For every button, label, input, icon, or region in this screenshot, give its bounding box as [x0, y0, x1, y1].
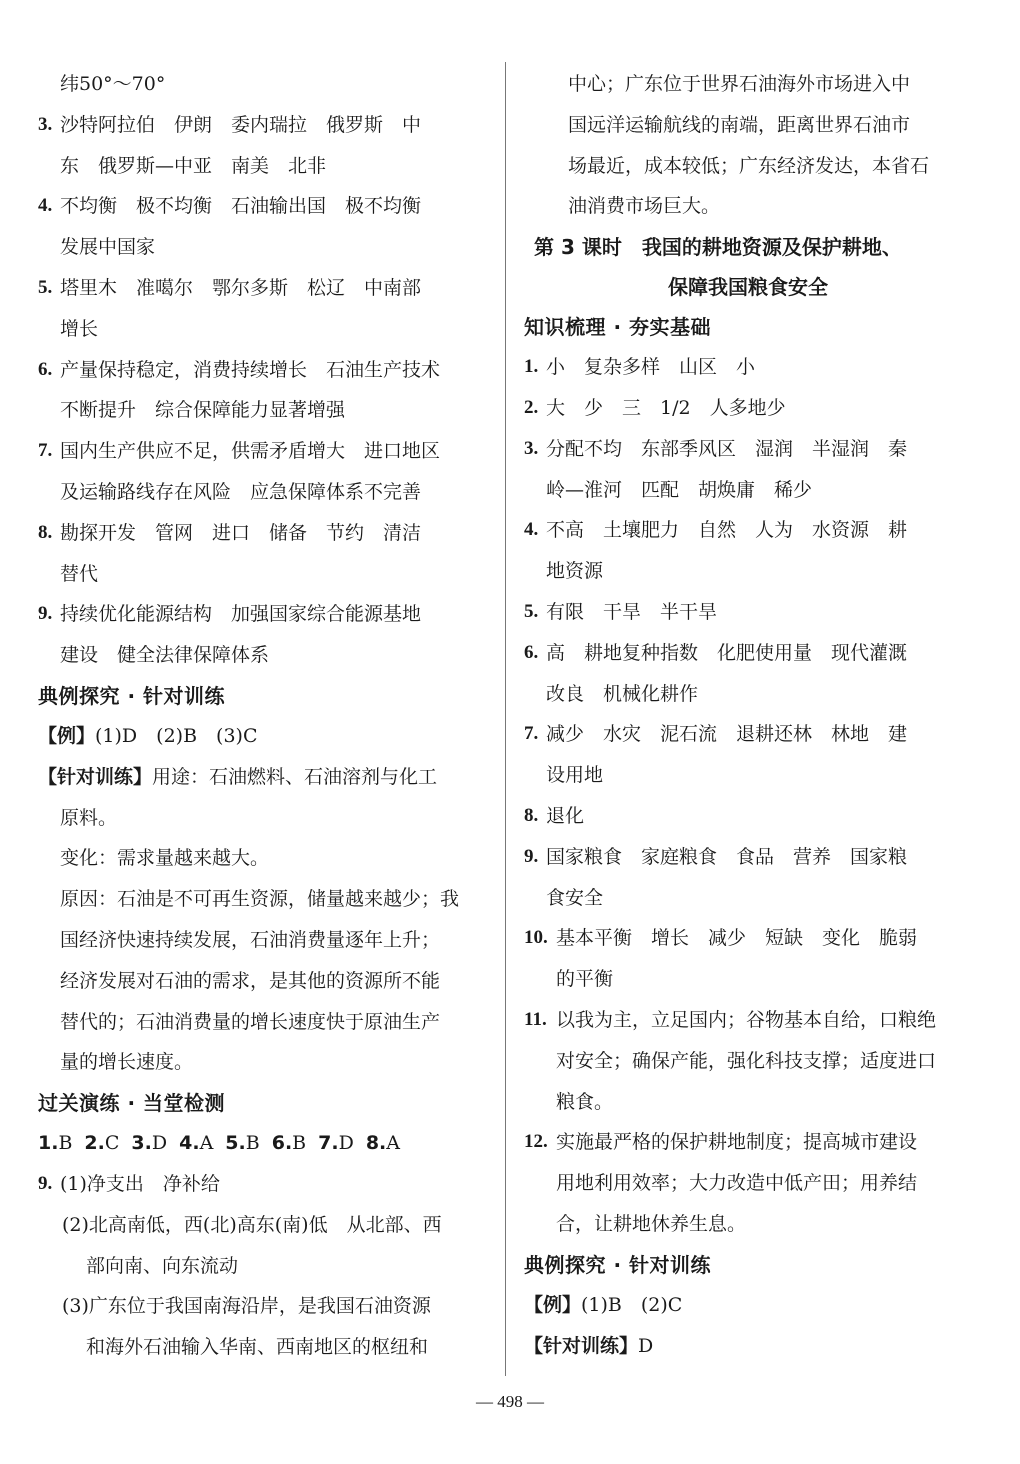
list-item	[524, 714, 972, 796]
answer-number: 3.	[131, 1132, 152, 1155]
answer-value: A	[386, 1132, 401, 1155]
item-line: 增长	[60, 317, 99, 340]
item-line: 设用地	[546, 764, 604, 787]
item-number: 8.	[38, 521, 53, 543]
item-number: 7.	[524, 723, 539, 745]
item-number: 7.	[38, 440, 53, 462]
list-item	[38, 105, 486, 187]
example-answer-2	[524, 1285, 972, 1326]
item-line: 沙特阿拉伯 伊朗 委内瑞拉 俄罗斯 中	[60, 113, 422, 136]
list-item	[524, 1122, 972, 1244]
example-label-2: 【例】	[524, 1293, 582, 1316]
list-item	[524, 837, 972, 919]
choice-answers-row	[38, 1123, 486, 1164]
item-line: 建设 健全法律保障体系	[60, 644, 270, 667]
item-line: 持续优化能源结构 加强国家综合能源基地	[60, 603, 422, 626]
answer-number: 8.	[365, 1132, 387, 1155]
item-line: 国家粮食 家庭粮食 食品 营养 国家粮	[546, 845, 908, 868]
answer-value: D	[151, 1132, 168, 1155]
answer-number: 4.	[179, 1132, 200, 1155]
training-answer	[38, 757, 486, 1083]
list-item	[524, 347, 972, 388]
page-number: — 498 —	[476, 1392, 544, 1411]
item-line: 发展中国家	[60, 236, 156, 259]
example-text: (1)D (2)B (3)C	[95, 724, 258, 747]
item-number: 2.	[524, 396, 539, 418]
item-number: 4.	[38, 195, 53, 217]
item-number: 5.	[38, 276, 53, 298]
left-answer-list	[38, 105, 486, 676]
question-number: 9.	[38, 1172, 53, 1194]
section-heading-example-2: 典例探究 · 针对训练	[524, 1252, 712, 1277]
item-line: 减少 水灾 泥石流 退耕还林 林地 建	[546, 723, 908, 746]
column-divider	[505, 62, 506, 1376]
continuation-line: 油消费市场巨大。	[568, 195, 721, 218]
item-line: 粮食。	[556, 1090, 614, 1113]
list-item	[524, 796, 972, 837]
item-line: 岭—淮河 匹配 胡焕庸 稀少	[546, 478, 813, 501]
q9-part-2-line-0: (2)北高南低，西(北)高东(南)低 从北部、西	[62, 1213, 442, 1236]
item-number: 10.	[524, 927, 548, 949]
item-line: 不均衡 极不均衡 石油输出国 极不均衡	[60, 195, 422, 218]
item-number: 1.	[524, 356, 539, 378]
change-line: 变化：需求量越来越大。	[60, 847, 270, 870]
example-label: 【例】	[38, 724, 96, 747]
list-item	[524, 388, 972, 429]
item-number: 11.	[524, 1008, 547, 1030]
reason-line-1: 国经济快速持续发展，石油消费量逐年上升；	[60, 928, 441, 951]
item-line: 不高 土壤肥力 自然 人为 水资源 耕	[546, 519, 908, 542]
item-line: 东 俄罗斯—中亚 南美 北非	[60, 154, 327, 177]
item-line: 退化	[546, 804, 585, 827]
item-number: 8.	[524, 804, 539, 826]
list-item	[524, 1000, 972, 1122]
list-item	[38, 513, 486, 595]
list-item	[524, 592, 972, 633]
right-answer-list	[524, 347, 972, 1245]
item-line: 实施最严格的保护耕地制度；提高城市建设	[556, 1131, 918, 1154]
item-line: 国内生产供应不足，供需矛盾增大 进口地区	[60, 440, 441, 463]
list-item	[38, 268, 486, 350]
q9-part-1: (1)净支出 净补给	[60, 1172, 220, 1195]
answer-number: 1.	[38, 1132, 59, 1155]
item-number: 12.	[524, 1131, 548, 1153]
training-label-2: 【针对训练】	[524, 1334, 639, 1357]
item-line: 改良 机械化耕作	[546, 682, 699, 705]
item-line: 的平衡	[556, 968, 614, 991]
item-line: 小 复杂多样 山区 小	[546, 356, 756, 379]
answer-number: 2.	[84, 1132, 105, 1155]
item-line: 以我为主，立足国内；谷物基本自给，口粮绝	[556, 1008, 937, 1031]
continuation-line: 纬50°～70°	[60, 73, 166, 95]
list-item	[524, 918, 972, 1000]
example-text-2: (1)B (2)C	[581, 1293, 683, 1316]
list-item	[524, 633, 972, 715]
training-line-1: 原料。	[60, 806, 118, 829]
item-number: 3.	[38, 113, 53, 135]
right-column	[524, 64, 972, 1366]
item-number: 9.	[524, 845, 539, 867]
item-number: 6.	[38, 358, 53, 380]
item-line: 替代	[60, 562, 99, 585]
continuation-line: 国远洋运输航线的南端，距离世界石油市	[568, 113, 911, 136]
question-9	[38, 1164, 486, 1205]
example-answer	[38, 716, 486, 757]
item-line: 勘探开发 管网 进口 储备 节约 清洁	[60, 521, 422, 544]
lesson-title-line-2: 保障我国粮食安全	[668, 275, 828, 300]
item-line: 及运输路线存在风险 应急保障体系不完善	[60, 480, 422, 503]
answer-value: B	[292, 1132, 307, 1155]
list-item	[38, 186, 486, 268]
answer-value: A	[199, 1132, 214, 1155]
item-number: 4.	[524, 519, 539, 541]
section-heading-example: 典例探究 · 针对训练	[38, 683, 226, 708]
answer-number: 6.	[271, 1132, 293, 1155]
training-line-0: 用途：石油燃料、石油溶剂与化工	[152, 765, 438, 788]
answer-value: B	[58, 1132, 73, 1155]
item-line: 用地利用效率；大力改造中低产田；用养结	[556, 1172, 918, 1195]
answer-value: D	[338, 1132, 354, 1155]
training-text-2: D	[638, 1334, 654, 1357]
continuation-line: 中心；广东位于世界石油海外市场进入中	[568, 73, 911, 95]
item-line: 基本平衡 增长 减少 短缺 变化 脆弱	[556, 927, 918, 950]
answer-number: 7.	[318, 1132, 339, 1155]
item-number: 9.	[38, 603, 53, 625]
reason-line-3: 替代的；石油消费量的增长速度快于原油生产	[60, 1010, 441, 1033]
item-line: 不断提升 综合保障能力显著增强	[60, 399, 346, 422]
reason-line-2: 经济发展对石油的需求，是其他的资源所不能	[60, 969, 441, 992]
q9-part-2-line-1: 部向南、向东流动	[86, 1254, 239, 1277]
list-item	[38, 594, 486, 676]
list-item	[38, 350, 486, 432]
item-line: 高 耕地复种指数 化肥使用量 现代灌溉	[546, 641, 908, 664]
section-heading-knowledge: 知识梳理 · 夯实基础	[524, 315, 712, 340]
item-number: 3.	[524, 437, 539, 459]
training-answer-2	[524, 1326, 972, 1367]
answer-value: C	[104, 1132, 120, 1155]
list-item	[38, 431, 486, 513]
lesson-title-line-1: 第 3 课时 我国的耕地资源及保护耕地、	[534, 235, 902, 260]
q9-part-3-line-1: 和海外石油输入华南、西南地区的枢纽和	[86, 1336, 429, 1359]
answer-number: 5.	[225, 1132, 246, 1155]
item-line: 食安全	[546, 886, 604, 909]
item-line: 产量保持稳定，消费持续增长 石油生产技术	[60, 358, 441, 381]
item-line: 大 少 三 1/2 人多地少	[546, 396, 786, 419]
item-number: 6.	[524, 641, 539, 663]
item-line: 合，让耕地休养生息。	[556, 1212, 747, 1235]
answer-value: B	[245, 1132, 260, 1155]
item-line: 塔里木 准噶尔 鄂尔多斯 松辽 中南部	[60, 276, 422, 299]
item-number: 5.	[524, 600, 539, 622]
left-column	[38, 64, 486, 1368]
continuation-line: 场最近，成本较低；广东经济发达，本省石	[568, 154, 930, 177]
item-line: 地资源	[546, 560, 604, 583]
q9-part-3-line-0: (3)广东位于我国南海沿岸，是我国石油资源	[62, 1295, 431, 1318]
reason-line-0: 原因：石油是不可再生资源，储量越来越少；我	[60, 888, 460, 911]
list-item	[524, 510, 972, 592]
continuation-block	[524, 64, 972, 227]
reason-line-4: 量的增长速度。	[60, 1051, 194, 1074]
list-item	[524, 429, 972, 511]
training-label: 【针对训练】	[38, 765, 153, 788]
item-line: 有限 干旱 半干旱	[546, 600, 718, 623]
item-line: 分配不均 东部季风区 湿润 半湿润 秦	[546, 437, 908, 460]
item-line: 对安全；确保产能，强化科技支撑；适度进口	[556, 1049, 937, 1072]
section-heading-test: 过关演练 · 当堂检测	[38, 1091, 226, 1116]
